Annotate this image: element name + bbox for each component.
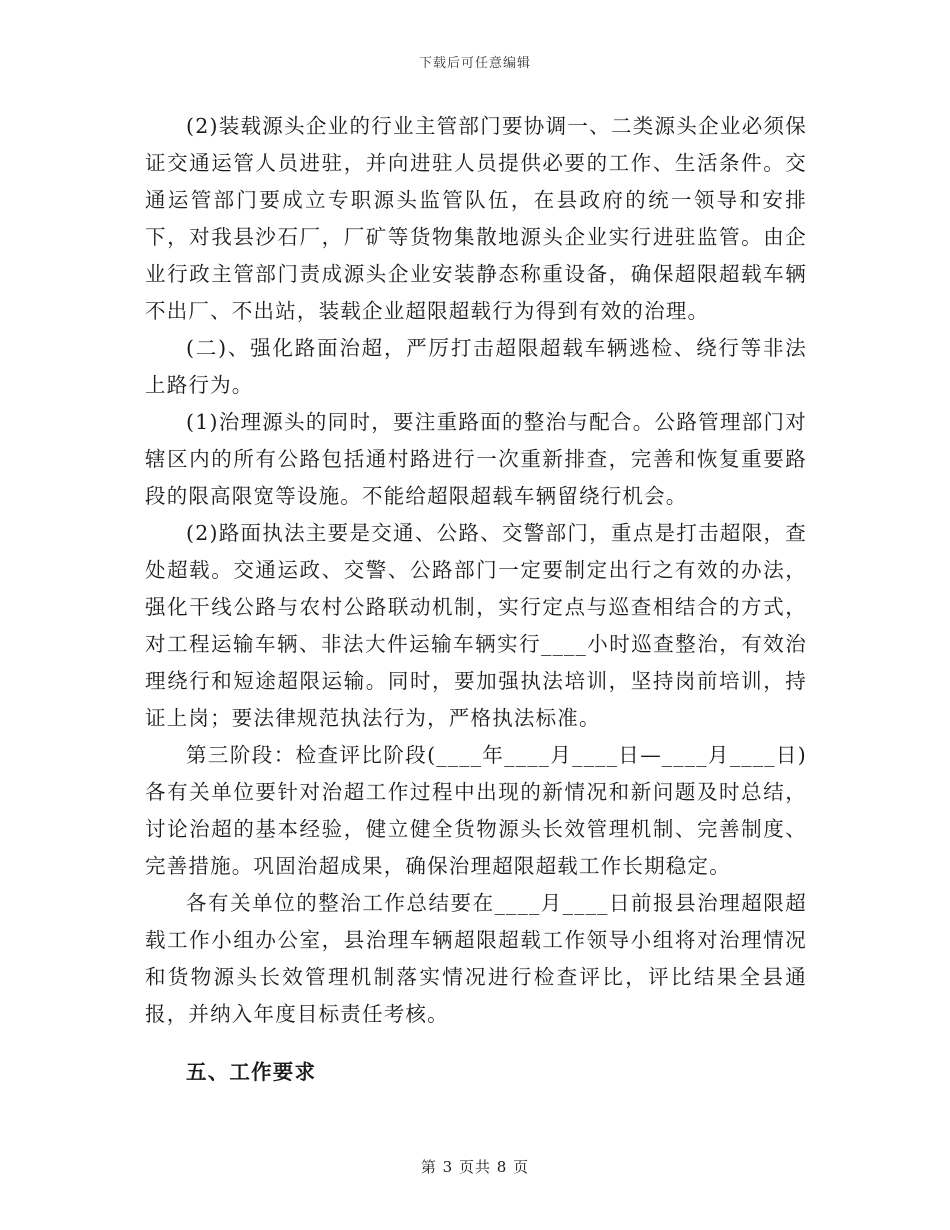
document-body [145,108,807,1091]
section-heading-work-requirements: 五、工作要求 [186,1060,317,1084]
paragraph-road-enforcement-heading: (二)、强化路面治超，严厉打击超限超载车辆逃检、绕行等非法上路行为。 [145,336,807,397]
paragraph-law-enforcement: (2)路面执法主要是交通、公路、交警部门，重点是打击超限，查处超载。交通运政、交警、公路部门一定要制定出行之有效的办法，强化干线公路与农村公路联动机制，实行定点与巡查相结合的方式，对工程运输车辆、非法大件运输车辆实行____小时巡查整治，有效治理绕行和短途超限运输。同时，要加强执法培训，坚持岗前培训，持证上岗；要法律规范执法行为，严格执法标准。 [145,521,807,730]
paragraph-road-rectification: (1)治理源头的同时，要注重路面的整治与配合。公路管理部门对辖区内的所有公路包括通村路进行一次重新排查，完善和恢复重要路段的限高限宽等设施。不能给超限超载车辆留绕行机会。 [145,410,807,508]
paragraph-source-enterprise-supervision: (2)装载源头企业的行业主管部门要协调一、二类源头企业必须保证交通运管人员进驻，并向进驻人员提供必要的工作、生活条件。交通运管部门要成立专职源头监管队伍，在县政府的统一领导和安排下，对我县沙石厂，厂矿等货物集散地源头企业实行进驻监管。由企业行政主管部门责成源头企业安装静态称重设备，确保超限超载车辆不出厂、不出站，装载企业超限超载行为得到有效的治理。 [145,114,807,323]
page-header-note: 下载后可任意编辑 [418,56,531,71]
page-number-footer: 第 3 页共 8 页 [420,1158,530,1176]
paragraph-summary-report: 各有关单位的整治工作总结要在____月____日前报县治理超限超载工作小组办公室，县治理车辆超限超载工作领导小组将对治理情况和货物源头长效管理机制落实情况进行检查评比，评比结果全县通报，并纳入年度目标责任考核。 [145,891,807,1026]
paragraph-stage-three: 第三阶段：检查评比阶段(____年____月____日—____月____日)各有关单位要针对治超工作过程中出现的新情况和新问题及时总结，讨论治超的基本经验，健立健全货物源头长效管理机制、完善制度、完善措施。巩固治超成果，确保治理超限超载工作长期稳定。 [145,743,807,878]
